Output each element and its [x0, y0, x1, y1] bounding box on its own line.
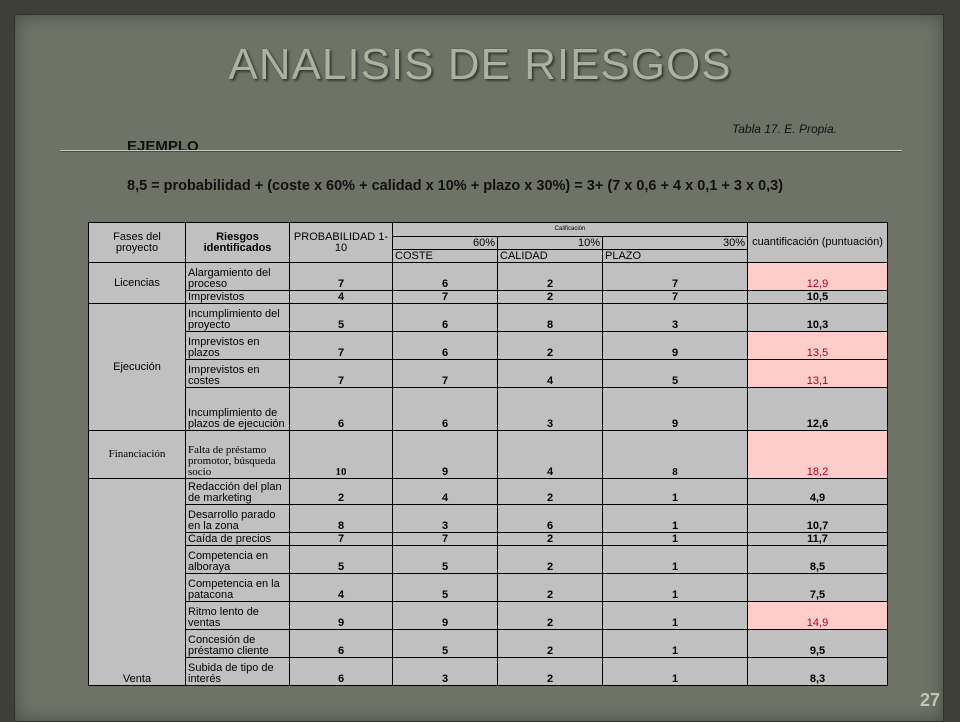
- risk-name: Incumplimiento de plazos de ejecución: [186, 388, 290, 431]
- risk-name: Falta de préstamo promotor, búsqueda socio: [186, 431, 290, 479]
- coste-value: 7: [393, 291, 498, 304]
- calidad-value: 2: [498, 602, 603, 630]
- table-row: [89, 263, 888, 291]
- risk-name: Incumplimiento del proyecto: [186, 304, 290, 332]
- plazo-value: 9: [603, 332, 748, 360]
- score-value: 4,9: [748, 479, 888, 505]
- phase-venta: Venta: [89, 479, 186, 686]
- calidad-value: 3: [498, 388, 603, 431]
- score-value: 8,3: [748, 658, 888, 686]
- divider-line: [60, 150, 902, 152]
- score-value: 10,7: [748, 505, 888, 533]
- coste-value: 4: [393, 479, 498, 505]
- coste-value: 6: [393, 304, 498, 332]
- plazo-value: 1: [603, 658, 748, 686]
- score-value: 10,5: [748, 291, 888, 304]
- coste-value: 7: [393, 533, 498, 546]
- prob-value: 6: [290, 388, 393, 431]
- risk-name: Imprevistos: [186, 291, 290, 304]
- example-formula: 8,5 = probabilidad + (coste x 60% + calidad x 10% + plazo x 30%) = 3+ (7 x 0,6 + 4 x 0,1 + 3 x 0,3): [127, 178, 784, 194]
- risk-name: Desarrollo parado en la zona: [186, 505, 290, 533]
- phase-ejecucion: Ejecución: [89, 304, 186, 431]
- calidad-value: 2: [498, 291, 603, 304]
- calidad-value: 2: [498, 263, 603, 291]
- risk-name: Competencia en la patacona: [186, 574, 290, 602]
- table-row: [89, 602, 888, 630]
- table-row: [89, 388, 888, 431]
- plazo-value: 3: [603, 304, 748, 332]
- prob-value: 7: [290, 332, 393, 360]
- page-number: 27: [920, 690, 941, 710]
- score-value: 8,5: [748, 546, 888, 574]
- header-riesgos: Riesgos identificados: [186, 223, 290, 263]
- header-probabilidad: PROBABILIDAD 1-10: [290, 223, 393, 263]
- prob-value: 4: [290, 574, 393, 602]
- risk-name: Imprevistos en costes: [186, 360, 290, 388]
- table-caption: Tabla 17. E. Propia.: [732, 122, 837, 136]
- calidad-value: 2: [498, 479, 603, 505]
- coste-value: 9: [393, 602, 498, 630]
- header-calidad: CALIDAD: [498, 250, 603, 263]
- prob-value: 10: [290, 431, 393, 479]
- phase-licencias: Licencias: [89, 263, 186, 304]
- coste-value: 5: [393, 574, 498, 602]
- prob-value: 7: [290, 533, 393, 546]
- risk-name: Alargamiento del proceso: [186, 263, 290, 291]
- score-value: 18,2: [748, 431, 888, 479]
- prob-value: 8: [290, 505, 393, 533]
- table-row: [89, 360, 888, 388]
- score-value: 13,1: [748, 360, 888, 388]
- coste-value: 5: [393, 546, 498, 574]
- plazo-value: 1: [603, 630, 748, 658]
- header-pct-calidad: 10%: [498, 237, 603, 250]
- score-value: 10,3: [748, 304, 888, 332]
- header-plazo: PLAZO: [603, 250, 748, 263]
- calidad-value: 2: [498, 533, 603, 546]
- coste-value: 6: [393, 388, 498, 431]
- prob-value: 4: [290, 291, 393, 304]
- plazo-value: 7: [603, 291, 748, 304]
- calidad-value: 2: [498, 630, 603, 658]
- calidad-value: 2: [498, 574, 603, 602]
- plazo-value: 8: [603, 431, 748, 479]
- risk-name: Subida de tipo de interés: [186, 658, 290, 686]
- phase-financiacion: Financiación: [89, 431, 186, 479]
- risk-name: Concesión de préstamo cliente: [186, 630, 290, 658]
- plazo-value: 7: [603, 263, 748, 291]
- coste-value: 6: [393, 263, 498, 291]
- coste-value: 3: [393, 658, 498, 686]
- table-row: [89, 431, 888, 479]
- risk-name: Caída de precios: [186, 533, 290, 546]
- risk-name: Redacción del plan de marketing: [186, 479, 290, 505]
- calidad-value: 2: [498, 546, 603, 574]
- header-coste: COSTE: [393, 250, 498, 263]
- calidad-value: 2: [498, 332, 603, 360]
- plazo-value: 1: [603, 533, 748, 546]
- score-value: 14,9: [748, 602, 888, 630]
- score-value: 12,9: [748, 263, 888, 291]
- header-cuantificacion: cuantificación (puntuación): [748, 223, 888, 263]
- header-fases: Fases del proyecto: [89, 223, 186, 263]
- calidad-value: 6: [498, 505, 603, 533]
- example-label: EJEMPLO: [127, 138, 199, 155]
- risk-name: Imprevistos en plazos: [186, 332, 290, 360]
- score-value: 9,5: [748, 630, 888, 658]
- score-value: 13,5: [748, 332, 888, 360]
- coste-value: 3: [393, 505, 498, 533]
- calidad-value: 8: [498, 304, 603, 332]
- score-value: 7,5: [748, 574, 888, 602]
- table-row: [89, 291, 888, 304]
- table-row: [89, 533, 888, 546]
- plazo-value: 1: [603, 546, 748, 574]
- header-calificacion: Calificación: [393, 223, 748, 237]
- coste-value: 7: [393, 360, 498, 388]
- prob-value: 9: [290, 602, 393, 630]
- table-row: [89, 479, 888, 505]
- slide-title: ANALISIS DE RIESGOS: [228, 40, 732, 89]
- header-pct-plazo: 30%: [603, 237, 748, 250]
- coste-value: 6: [393, 332, 498, 360]
- prob-value: 2: [290, 479, 393, 505]
- table-row: [89, 630, 888, 658]
- risk-name: Ritmo lento de ventas: [186, 602, 290, 630]
- table-row: [89, 332, 888, 360]
- score-value: 11,7: [748, 533, 888, 546]
- prob-value: 7: [290, 360, 393, 388]
- table-row: [89, 304, 888, 332]
- prob-value: 5: [290, 304, 393, 332]
- prob-value: 7: [290, 263, 393, 291]
- prob-value: 5: [290, 546, 393, 574]
- risk-table: [88, 222, 888, 686]
- calidad-value: 4: [498, 360, 603, 388]
- plazo-value: 1: [603, 574, 748, 602]
- score-value: 12,6: [748, 388, 888, 431]
- table-row: [89, 574, 888, 602]
- table-row: [89, 546, 888, 574]
- coste-value: 5: [393, 630, 498, 658]
- plazo-value: 9: [603, 388, 748, 431]
- calidad-value: 4: [498, 431, 603, 479]
- coste-value: 9: [393, 431, 498, 479]
- table-row: [89, 505, 888, 533]
- prob-value: 6: [290, 658, 393, 686]
- plazo-value: 1: [603, 505, 748, 533]
- calidad-value: 2: [498, 658, 603, 686]
- plazo-value: 5: [603, 360, 748, 388]
- plazo-value: 1: [603, 602, 748, 630]
- table-row: [89, 658, 888, 686]
- plazo-value: 1: [603, 479, 748, 505]
- header-pct-coste: 60%: [393, 237, 498, 250]
- prob-value: 6: [290, 630, 393, 658]
- risk-name: Competencia en alboraya: [186, 546, 290, 574]
